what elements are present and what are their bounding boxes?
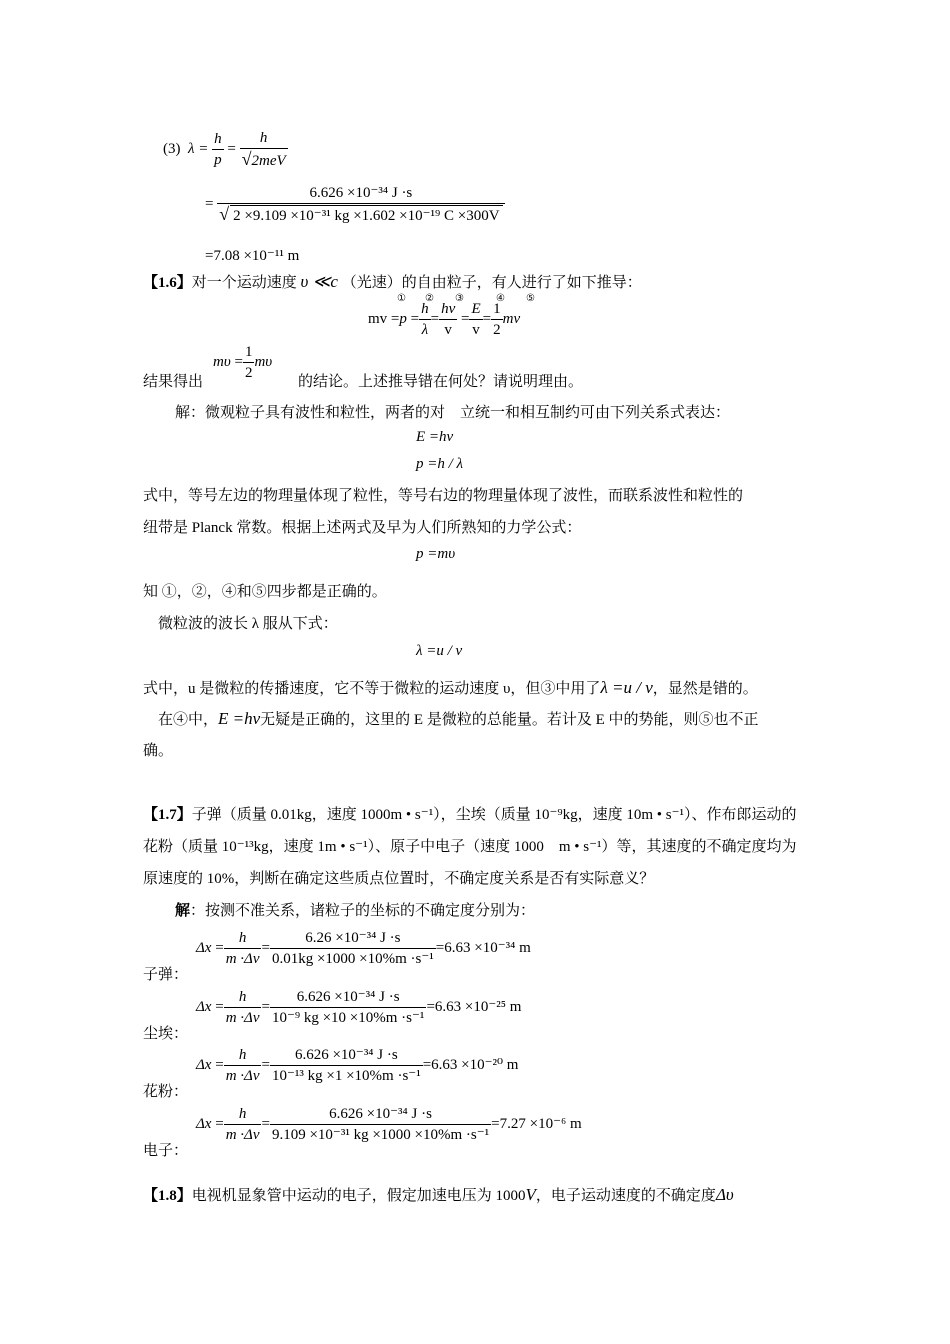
paragraph: 纽带是 Planck 常数。根据上述两式及早为人们所熟知的力学公式： <box>143 520 582 536</box>
item-label: 花粉： <box>143 1084 189 1100</box>
uncertainty-equation: Δx = $\frac{h}{m \cdot\Delta v}$ = $\frac{\text{6.626 ×10⁻³⁴ J ·s}}{\text{9.109 ×10⁻³¹ kg ×1000 ×10\%m ·s⁻¹}}$ =7.27 ×10⁻⁶ m <box>196 1106 582 1143</box>
eq-mechanics: p =mυ <box>416 546 456 562</box>
eq-momentum: p =h / λ <box>416 456 464 472</box>
fraction: $\frac{h}{\lambda}$ <box>421 301 429 338</box>
paragraph: 微粒波的波长 λ 服从下式： <box>158 616 338 632</box>
fraction: $\frac{h}{m \cdot\Delta v}$ <box>225 989 260 1026</box>
fraction: $\frac{h\nu}{v}$ <box>441 301 456 338</box>
eq-lambda-result: =7.08 ×10⁻¹¹ m <box>205 248 300 264</box>
solution-intro: 解：微观粒子具有波性和粒性，两者的对 立统一和相互制约可由下列关系式表达： <box>175 405 731 421</box>
paragraph: 原速度的 10%，判断在确定这些质点位置时，不确定度关系是否有实际意义？ <box>143 871 655 887</box>
fraction: $\frac{h}{\text{√2meV}}$ <box>241 130 286 169</box>
problem-1-8-statement: 【1.8】电视机显象管中运动的电子，假定加速电压为 1000V，电子运动速度的不确定度Δυ <box>143 1185 734 1204</box>
fraction: $\frac{E}{v}$ <box>471 301 481 338</box>
item-label: 尘埃： <box>143 1026 189 1042</box>
fraction: $\frac{h}{m \cdot\Delta v}$ <box>225 1106 260 1143</box>
fraction: $\frac{\text{6.626 ×10⁻³⁴ J ·s}}{\text{10⁻⁹ kg ×10 ×10\%m ·s⁻¹}}$ <box>271 989 425 1026</box>
fraction: $\frac{\text{6.626 ×10⁻³⁴ J ·s}}{\text{9.109 ×10⁻³¹ kg ×1000 ×10\%m ·s⁻¹}}$ <box>271 1106 490 1143</box>
eq-wavelength: λ =u / ν <box>416 643 463 659</box>
result-text: 的结论。上述推导错在何处？请说明理由。 <box>298 374 584 390</box>
uncertainty-equation: Δx = $\frac{h}{m \cdot\Delta v}$ = $\frac{\text{6.26 ×10⁻³⁴ J ·s}}{\text{0.01kg ×1000 ×10\%m ·s⁻¹}}$ =6.63 ×10⁻³⁴ m <box>196 930 531 967</box>
result-label: 结果得出 <box>143 374 204 390</box>
paragraph: 确。 <box>143 743 174 759</box>
paragraph: 知 ①，②，④和⑤四步都是正确的。 <box>143 584 387 600</box>
problem-tag: 【1.8】 <box>143 1188 192 1204</box>
problem-tag: 【1.6】 <box>143 275 192 291</box>
paragraph: 在④中，E =hν无疑是正确的，这里的 E 是微粒的总能量。若计及 E 中的势能，则⑤也不正 <box>158 709 759 728</box>
fraction: $\frac{\text{6.626 ×10⁻³⁴ J ·s}}{\text{10⁻¹³ kg ×1 ×10\%m ·s⁻¹}}$ <box>271 1047 421 1084</box>
fraction: $\frac{h}{m \cdot\Delta v}$ <box>225 1047 260 1084</box>
part-label: (3) <box>163 140 181 157</box>
paragraph: 式中，等号左边的物理量体现了粒性，等号右边的物理量体现了波性，而联系波性和粒性的 <box>143 488 744 504</box>
paragraph: 花粉（质量 10⁻¹³kg，速度 1m • s⁻¹）、原子中电子（速度 1000 m • s⁻¹）等，其速度的不确定度均为 <box>143 839 797 855</box>
uncertainty-equation: Δx = $\frac{h}{m \cdot\Delta v}$ = $\frac{\text{6.626 ×10⁻³⁴ J ·s}}{\text{10⁻⁹ kg ×10 ×10\%m ·s⁻¹}}$ =6.63 ×10⁻²⁵ m <box>196 989 522 1026</box>
problem-1-7-statement: 【1.7】子弹（质量 0.01kg，速度 1000m • s⁻¹），尘埃（质量 10⁻⁹kg，速度 10m • s⁻¹）、作布郎运动的 <box>143 807 797 823</box>
fraction: $\frac{\text{6.626 ×10⁻³⁴ J ·s}}{\text{√ 2 ×9.109 ×10⁻³¹ kg ×1.602 ×10⁻¹⁹ C ×300V}}$ <box>217 183 504 226</box>
fraction: $\frac{h}{p}$ <box>214 131 222 168</box>
problem-tag: 【1.7】 <box>143 807 192 823</box>
derivation-equation: mv =p = $\frac{h}{\lambda}$ = $\frac{h\nu}{v}$ = $\frac{E}{v}$ = $\frac{1}{2}$ mv <box>368 301 521 338</box>
result-equation: mυ = $\frac{1}{2}$ mυ <box>213 344 273 381</box>
fraction: $\frac{1}{2}$ <box>493 301 501 338</box>
fraction: $\frac{h}{m \cdot\Delta v}$ <box>225 930 260 967</box>
eq-lambda-formula: (3) λ = $\frac{h}{p}$ = $\frac{h}{\text{√2meV}}$ <box>163 130 286 169</box>
fraction: $\frac{1}{2}$ <box>244 344 253 381</box>
item-label: 子弹： <box>143 967 189 983</box>
uncertainty-equation: Δx = $\frac{h}{m \cdot\Delta v}$ = $\frac{\text{6.626 ×10⁻³⁴ J ·s}}{\text{10⁻¹³ kg ×1 ×10\%m ·s⁻¹}}$ =6.63 ×10⁻²⁰ m <box>196 1047 519 1084</box>
eq-energy: E =hν <box>416 429 454 445</box>
fraction: $\frac{\text{6.26 ×10⁻³⁴ J ·s}}{\text{0.01kg ×1000 ×10\%m ·s⁻¹}}$ <box>271 930 434 967</box>
item-label: 电子： <box>143 1143 189 1159</box>
problem-1-6-statement: 【1.6】对一个运动速度 υ ≪c （光速）的自由粒子，有人进行了如下推导： <box>143 272 642 291</box>
eq-lambda-numeric: = $\frac{\text{6.626 ×10⁻³⁴ J ·s}}{\text{√ 2 ×9.109 ×10⁻³¹ kg ×1.602 ×10⁻¹⁹ C ×300V}}$ <box>205 183 505 226</box>
paragraph: 式中，u 是微粒的传播速度，它不等于微粒的运动速度 υ，但③中用了λ =u / ν，显然是错的。 <box>143 678 758 697</box>
solution-intro: 解：按测不准关系，诸粒子的坐标的不确定度分别为： <box>175 903 536 919</box>
